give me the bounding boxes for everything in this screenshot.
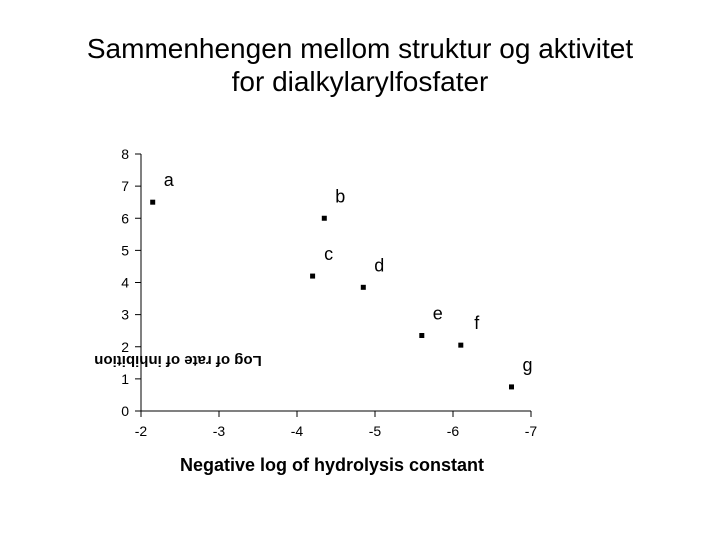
y-axis-label: Log of rate of inhibition bbox=[94, 352, 262, 369]
axes bbox=[121, 146, 537, 439]
data-point-a bbox=[150, 200, 155, 205]
data-point-label-b: b bbox=[335, 186, 346, 207]
y-tick-label: 1 bbox=[121, 370, 129, 387]
y-tick-label: 7 bbox=[121, 178, 129, 195]
y-tick-label: 2 bbox=[121, 338, 129, 355]
y-tick-label: 5 bbox=[121, 242, 129, 259]
data-point-label-g: g bbox=[522, 354, 533, 375]
data-point-e bbox=[419, 333, 424, 338]
y-tick-label: 6 bbox=[121, 210, 129, 227]
chart-title-line-2: for dialkylarylfosfater bbox=[231, 66, 489, 97]
x-tick-label: -6 bbox=[446, 423, 460, 439]
x-axis-label: Negative log of hydrolysis constant bbox=[179, 455, 485, 475]
data-point-label-c: c bbox=[324, 244, 334, 265]
data-point-c bbox=[310, 274, 315, 279]
y-tick-label: 8 bbox=[121, 146, 129, 162]
x-tick-label: -7 bbox=[524, 423, 538, 439]
data-point-g bbox=[509, 384, 514, 389]
y-tick-label: 0 bbox=[121, 403, 129, 419]
y-tick-label: 4 bbox=[121, 274, 129, 291]
data-point-label-d: d bbox=[374, 255, 385, 276]
x-tick-label: -3 bbox=[212, 423, 226, 439]
x-tick-label: -4 bbox=[290, 423, 304, 439]
data-point-f bbox=[458, 343, 463, 348]
data-point-b bbox=[322, 216, 327, 221]
x-tick-label: -2 bbox=[134, 423, 148, 439]
data-point-label-e: e bbox=[432, 303, 443, 324]
data-point-d bbox=[361, 285, 366, 290]
data-point-label-a: a bbox=[163, 170, 174, 191]
chart-title-line-1: Sammenhengen mellom struktur og aktivitet bbox=[86, 33, 634, 64]
data-point-label-f: f bbox=[474, 313, 480, 334]
y-tick-label: 3 bbox=[121, 306, 129, 323]
x-tick-label: -5 bbox=[368, 423, 382, 439]
